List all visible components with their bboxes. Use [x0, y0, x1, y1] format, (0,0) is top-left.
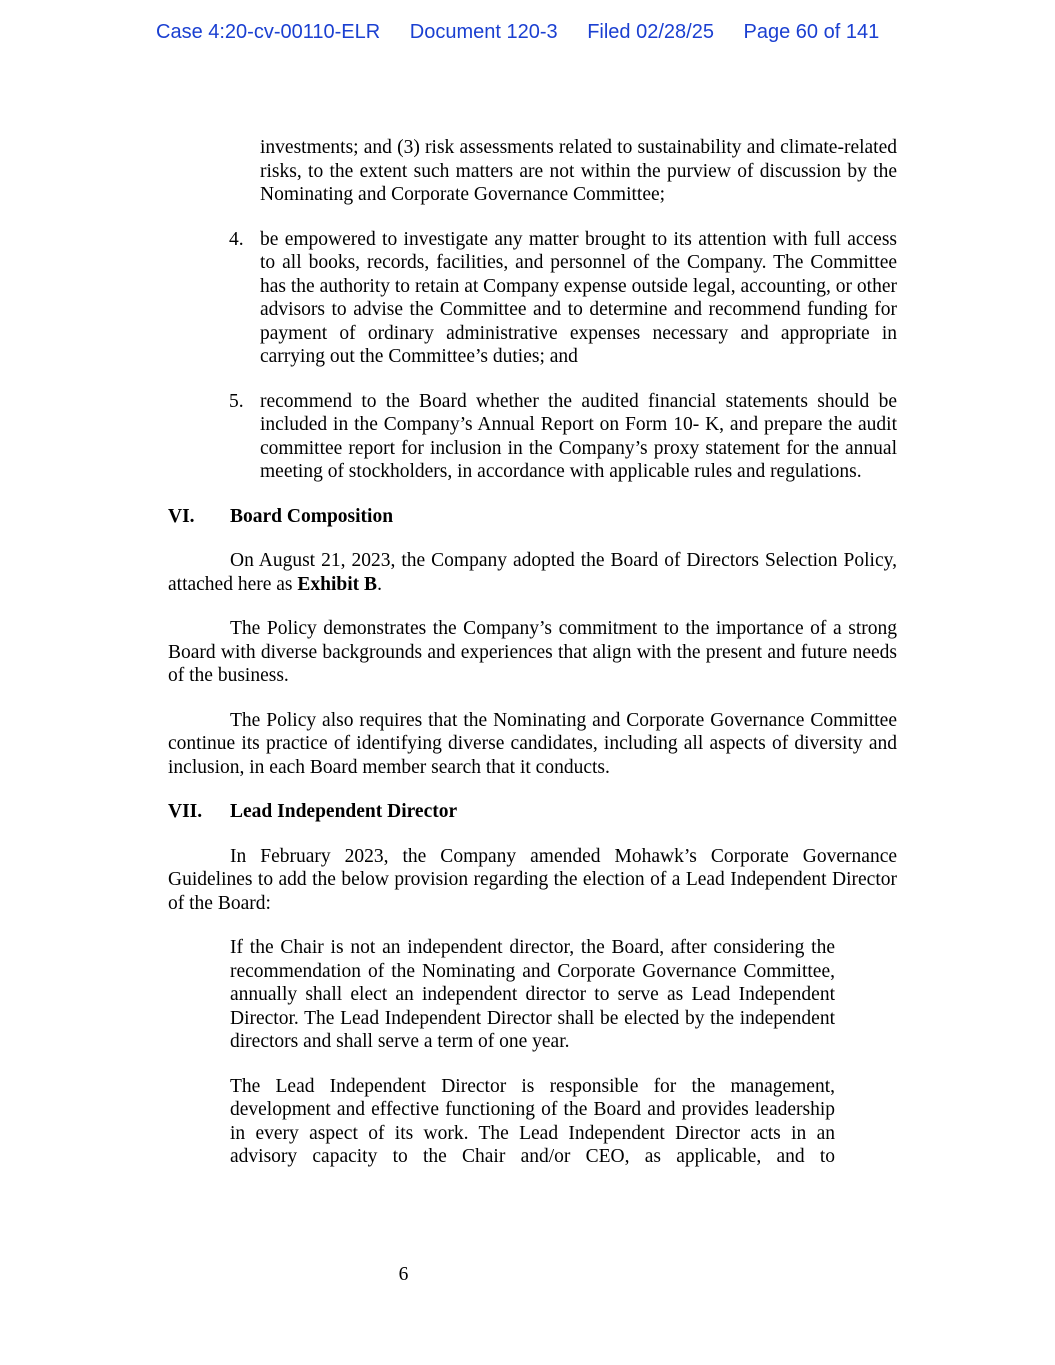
paragraph: The Policy demonstrates the Company’s commitment to the importance of a strong Board with diverse backgrounds and experiences that align with the present and future needs of the business.: [168, 618, 897, 686]
section-numeral: VII.: [168, 801, 203, 822]
list-text: recommend to the Board whether the audited financial statements should be included in the Company’s Annual Report on Form 10- K, and prepare the audit committee report for inclusion in the Company’s proxy statement for the annual meeting of stockholders, in accordance with applicable rules and regulations.: [260, 390, 897, 482]
document-body: [168, 136, 897, 1169]
filed-date: Filed 02/28/25: [587, 21, 714, 43]
continuation-paragraph: investments; and (3) risk assessments related to sustainability and climate-related risks, to the extent such matters are not within the purview of discussion by the Nominating and Corporate Governance Committee;: [260, 137, 897, 205]
paragraph: In February 2023, the Company amended Mohawk’s Corporate Governance Guidelines to add the below provision regarding the election of a Lead Independent Director of the Board:: [168, 845, 897, 914]
page-indicator: Page 60 of 141: [743, 21, 880, 43]
list-number: 4.: [229, 228, 244, 250]
paragraph-end: .: [377, 573, 382, 595]
section-heading-vi: [168, 505, 897, 529]
section-numeral: VI.: [168, 505, 195, 527]
document-number: Document 120-3: [409, 21, 558, 43]
section-heading-vii: [168, 800, 897, 824]
list-number: 5.: [229, 390, 244, 412]
block-quote: If the Chair is not an independent director, the Board, after considering the recommendation of the Nominating and Corporate Governance Committee, annually shall elect an independent director to serve as Lead Independent Director. The Lead Independent Director shall be elected by the independent directors and shall serve a term of one year.: [230, 937, 835, 1052]
list-item-5: [168, 390, 897, 484]
list-item-4: [168, 228, 897, 369]
case-header: [156, 20, 879, 44]
exhibit-reference: Exhibit B: [297, 573, 378, 595]
section-title: Lead Independent Director: [230, 801, 458, 822]
paragraph-text: On August 21, 2023, the Company adopted the Board of Directors Selection Policy, attached here as: [168, 550, 897, 595]
case-number: Case 4:20-cv-00110-ELR: [156, 21, 381, 43]
list-text: be empowered to investigate any matter brought to its attention with full access to all books, records, facilities, and personnel of the Company. The Committee has the authority to retain at Company expense outside legal, accounting, or other advisors to advise the Committee and to determine and recommend funding for payment of ordinary administrative expenses necessary and appropriate in carrying out the Committee’s duties; and: [260, 228, 897, 367]
paragraph: [168, 549, 897, 596]
paragraph: The Policy also requires that the Nominating and Corporate Governance Committee continue its practice of identifying diverse candidates, including all aspects of diversity and inclusion, in each Board member search that it conducts.: [168, 709, 897, 778]
section-title: Board Composition: [230, 505, 394, 527]
block-quote: The Lead Independent Director is responsible for the management, development and effective functioning of the Board and provides leadership in every aspect of its work. The Lead Independent Director acts in an advisory capacity to the Chair and/or CEO, as applicable, and to: [230, 1075, 835, 1167]
page-number: 6: [398, 1264, 409, 1285]
